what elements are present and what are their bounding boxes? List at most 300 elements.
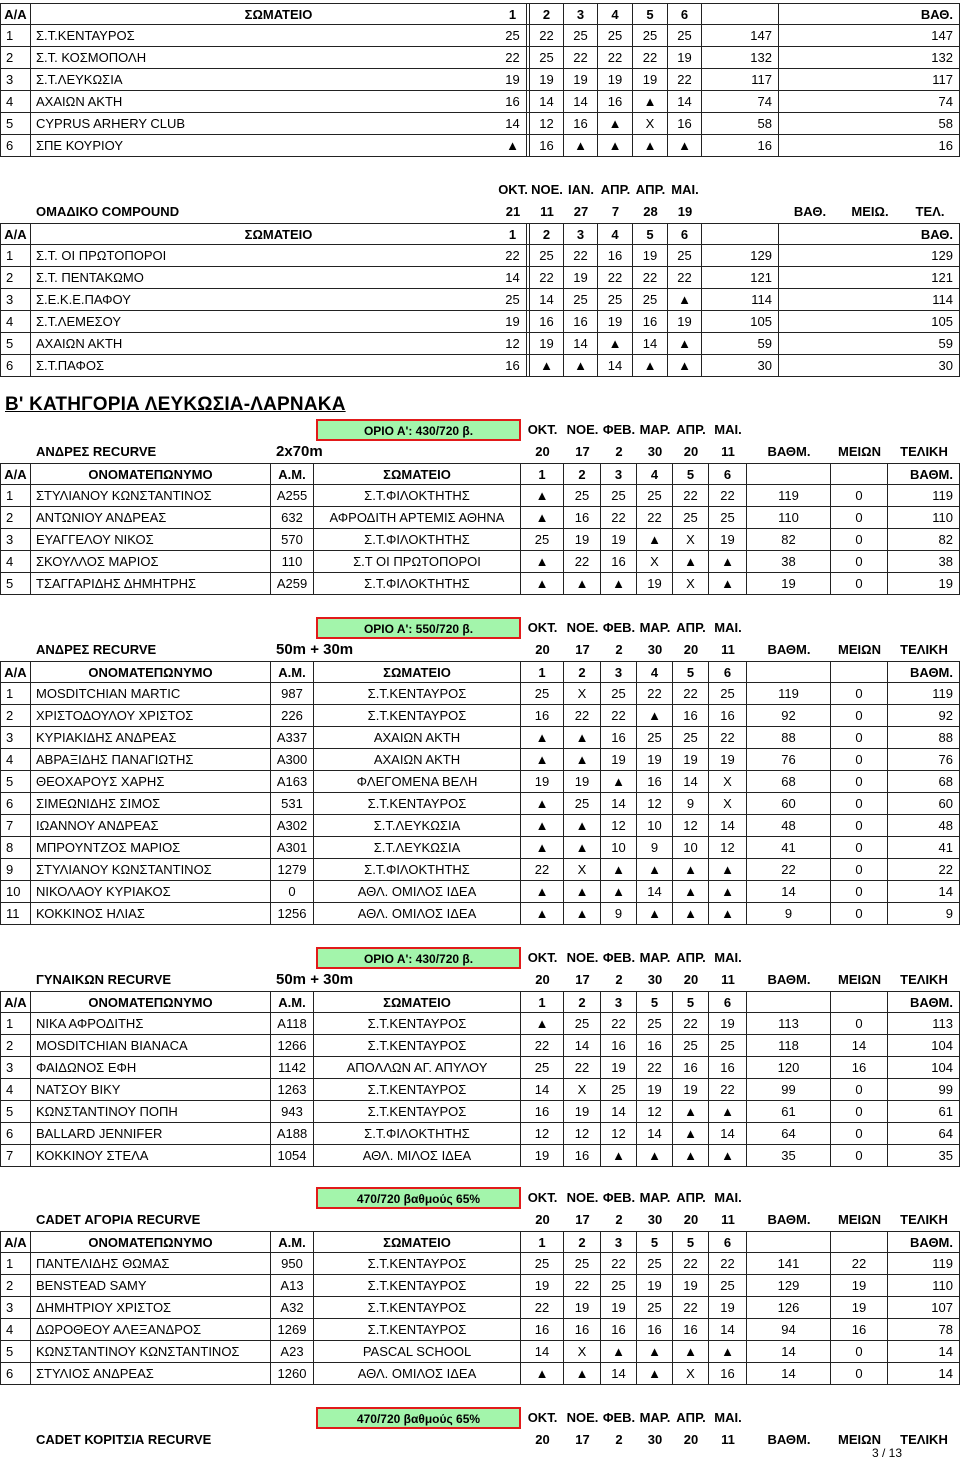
header-cell: 3 bbox=[601, 1231, 637, 1253]
cell-5: ▲ bbox=[564, 1363, 601, 1385]
team-table-header bbox=[0, 3, 960, 25]
cell-8: 25 bbox=[673, 727, 709, 749]
cell-3: Σ.Τ.ΚΕΝΤΑΥΡΟΣ bbox=[314, 1275, 521, 1297]
cell-5: 22 bbox=[598, 267, 633, 289]
header-cell: ΟΝΟΜΑΤΕΠΩΝΥΜΟ bbox=[31, 463, 271, 485]
cell-5: 19 bbox=[564, 1101, 601, 1123]
header-cell: 5 bbox=[637, 1231, 673, 1253]
date-label: 20 bbox=[535, 972, 550, 987]
cell-2: 1054 bbox=[271, 1145, 314, 1167]
cell-7: 16 bbox=[637, 771, 673, 793]
cell-4: 3 bbox=[564, 3, 598, 25]
cell-8: 16 bbox=[673, 705, 709, 727]
cell-0: 2 bbox=[0, 507, 31, 529]
cell-1: ΣΤΥΛΙΑΝΟΥ ΚΩΝΣΤΑΝΤΙΝΟΣ bbox=[31, 859, 271, 881]
cell-8: 9 bbox=[673, 793, 709, 815]
cell-0: 2 bbox=[0, 1035, 31, 1057]
cell-0: 3 bbox=[0, 529, 31, 551]
cell-2: Α255 bbox=[271, 485, 314, 507]
cell-2: 12 bbox=[496, 333, 530, 355]
cell-3: 19 bbox=[530, 333, 564, 355]
cell-11: 19 bbox=[831, 1297, 888, 1319]
cell-6: 16 bbox=[601, 551, 637, 573]
cell-4: 16 bbox=[564, 113, 598, 135]
cell-1: Σ.Τ. ΠΕΝΤΑΚΩΜΟ bbox=[31, 267, 527, 289]
cell-7: 19 bbox=[637, 749, 673, 771]
date-label: 17 bbox=[575, 1212, 590, 1227]
cell-10: 14 bbox=[747, 1341, 831, 1363]
team-table-row bbox=[0, 311, 960, 333]
cell-8: 59 bbox=[702, 333, 779, 355]
cell-12: 113 bbox=[888, 1013, 960, 1035]
cell-5: ▲ bbox=[564, 749, 601, 771]
cell-12: 82 bbox=[888, 529, 960, 551]
cell-7: 19 bbox=[668, 311, 702, 333]
cell-7: 25 bbox=[637, 727, 673, 749]
date-label: 30 bbox=[647, 642, 663, 657]
cell-2: Α259 bbox=[271, 573, 314, 595]
cell-2: 226 bbox=[271, 705, 314, 727]
cell-0: 4 bbox=[0, 311, 31, 333]
cell-9: 16 bbox=[709, 1363, 747, 1385]
cell-8: 22 bbox=[673, 1253, 709, 1275]
cell-9: ▲ bbox=[709, 573, 747, 595]
cell-3: 16 bbox=[530, 135, 564, 157]
cell-4: ▲ bbox=[521, 903, 564, 925]
month-label: ΦΕΒ. bbox=[602, 620, 636, 635]
cell-2: 950 bbox=[271, 1253, 314, 1275]
month-label: ΜΑΡ. bbox=[639, 1190, 671, 1205]
cell-10: 35 bbox=[747, 1145, 831, 1167]
cell-2: 16 bbox=[496, 91, 530, 113]
date-label: 20 bbox=[683, 1212, 699, 1227]
cell-4: 25 bbox=[564, 289, 598, 311]
cell-4: 19 bbox=[521, 771, 564, 793]
cell-0: 5 bbox=[0, 573, 31, 595]
cell-9: ▲ bbox=[709, 551, 747, 573]
cell-11: 0 bbox=[831, 1363, 888, 1385]
date-label: 17 bbox=[575, 642, 590, 657]
cell-8: 22 bbox=[673, 683, 709, 705]
cell-9: 22 bbox=[709, 1079, 747, 1101]
individual-table-row bbox=[0, 1035, 960, 1057]
cell-7: 6 bbox=[668, 223, 702, 245]
cell-11: 0 bbox=[831, 1341, 888, 1363]
cell-0: 5 bbox=[0, 113, 31, 135]
cell-1: ΑΒΡΑΞΙΔΗΣ ΠΑΝΑΓΙΩΤΗΣ bbox=[31, 749, 271, 771]
cell-7: 25 bbox=[668, 245, 702, 267]
cell-6: 12 bbox=[601, 1123, 637, 1145]
cell-1: ΑΝΤΩΝΙΟΥ ΑΝΔΡΕΑΣ bbox=[31, 507, 271, 529]
block-title-row bbox=[0, 1429, 960, 1451]
cell-5: 14 bbox=[564, 1035, 601, 1057]
cell-0: 5 bbox=[0, 1101, 31, 1123]
date-label: 20 bbox=[535, 444, 550, 459]
cell-10: 9 bbox=[747, 903, 831, 925]
month-label: ΟΚΤ. bbox=[527, 620, 558, 635]
cell-3: Σ.Τ.ΚΕΝΤΑΥΡΟΣ bbox=[314, 705, 521, 727]
distance-label: 2x70m bbox=[276, 443, 323, 460]
cell-5: 22 bbox=[598, 47, 633, 69]
cell-8: X bbox=[673, 529, 709, 551]
cell-1: ΝΑΤΣΟΥ ΒΙΚΥ bbox=[31, 1079, 271, 1101]
cell-1: CYPRUS ARHERY CLUB bbox=[31, 113, 527, 135]
header-cell: ΣΩΜΑΤΕΙΟ bbox=[314, 991, 521, 1013]
limit-text: ΟΡΙΟ Α': 430/720 β. bbox=[363, 952, 474, 966]
cell-4: 22 bbox=[564, 47, 598, 69]
cell-7: ▲ bbox=[637, 903, 673, 925]
cell-8: 25 bbox=[673, 1035, 709, 1057]
cell-4: ▲ bbox=[521, 1363, 564, 1385]
cell-4: ▲ bbox=[521, 1013, 564, 1035]
block-title: CADET ΚΟΡΙΤΣΙΑ RECURVE bbox=[36, 1432, 212, 1447]
month-label: ΑΠΡ. bbox=[676, 422, 706, 437]
cell-2: 1269 bbox=[271, 1319, 314, 1341]
cell-10: 119 bbox=[747, 485, 831, 507]
header-cell: ΒΑΘΜ. bbox=[888, 991, 960, 1013]
cell-7: 14 bbox=[637, 1123, 673, 1145]
cell-2: 1142 bbox=[271, 1057, 314, 1079]
cell-11: 22 bbox=[831, 1253, 888, 1275]
cell-8: 12 bbox=[673, 815, 709, 837]
date-label: 28 bbox=[643, 204, 658, 219]
cell-8: ▲ bbox=[673, 903, 709, 925]
cell-4: 19 bbox=[521, 1275, 564, 1297]
cell-3: ΑΧΑΙΩΝ ΑΚΤΗ bbox=[314, 727, 521, 749]
cell-10: 141 bbox=[747, 1253, 831, 1275]
cell-2: Α300 bbox=[271, 749, 314, 771]
cell-9: 19 bbox=[709, 529, 747, 551]
cell-12: 14 bbox=[888, 881, 960, 903]
cell-3: 22 bbox=[530, 267, 564, 289]
header-cell: 4 bbox=[637, 661, 673, 683]
cell-10: 94 bbox=[747, 1319, 831, 1341]
cell-4: ▲ bbox=[521, 881, 564, 903]
cell-12: 99 bbox=[888, 1079, 960, 1101]
individual-table-row bbox=[0, 551, 960, 573]
cell-5: 22 bbox=[564, 705, 601, 727]
cell-7: 19 bbox=[637, 1275, 673, 1297]
cell-7: 16 bbox=[668, 113, 702, 135]
cell-3: ΑΧΑΙΩΝ ΑΚΤΗ bbox=[314, 749, 521, 771]
section-title: ΟΜΑΔΙΚΟ COMPOUND bbox=[36, 204, 180, 219]
header-cell bbox=[831, 463, 888, 485]
date-label: 11 bbox=[540, 204, 554, 219]
cell-0: 2 bbox=[0, 1275, 31, 1297]
cell-0: 6 bbox=[0, 1123, 31, 1145]
month-label: ΟΚΤ. bbox=[527, 1190, 558, 1205]
cell-8: 14 bbox=[673, 771, 709, 793]
cell-0: 2 bbox=[0, 705, 31, 727]
cell-9: ▲ bbox=[709, 881, 747, 903]
cell-4: ▲ bbox=[521, 793, 564, 815]
month-label: ΟΚΤ. bbox=[527, 1410, 558, 1425]
cell-3: 25 bbox=[530, 245, 564, 267]
cell-7: 22 bbox=[668, 69, 702, 91]
cell-4: 22 bbox=[521, 1297, 564, 1319]
cell-4: 14 bbox=[564, 333, 598, 355]
limit-months-row bbox=[0, 617, 960, 639]
cell-3: 2 bbox=[530, 3, 564, 25]
cell-0: 10 bbox=[0, 881, 31, 903]
cell-2: Α302 bbox=[271, 815, 314, 837]
total-label: ΤΕΛΙΚΗ bbox=[900, 642, 948, 657]
cell-5: ▲ bbox=[564, 573, 601, 595]
cell-6: 25 bbox=[633, 25, 668, 47]
month-label: ΦΕΒ. bbox=[602, 1190, 636, 1205]
cell-10: 61 bbox=[747, 1101, 831, 1123]
date-label: 2 bbox=[615, 1212, 623, 1227]
cell-4: ▲ bbox=[521, 507, 564, 529]
cell-3: Σ.Τ.ΚΕΝΤΑΥΡΟΣ bbox=[314, 1079, 521, 1101]
cell-6: 22 bbox=[601, 705, 637, 727]
header-cell bbox=[831, 1231, 888, 1253]
individual-table-row bbox=[0, 727, 960, 749]
header-cell: 3 bbox=[601, 991, 637, 1013]
team-table-row bbox=[0, 333, 960, 355]
header-cell: 5 bbox=[673, 1231, 709, 1253]
cell-3: Σ.Τ.ΛΕΥΚΩΣΙΑ bbox=[314, 815, 521, 837]
cell-2: 1263 bbox=[271, 1079, 314, 1101]
cell-0: 4 bbox=[0, 1079, 31, 1101]
cell-7: 9 bbox=[637, 837, 673, 859]
cell-6: 9 bbox=[601, 903, 637, 925]
header-cell: Α.Μ. bbox=[271, 991, 314, 1013]
cell-0: 7 bbox=[0, 815, 31, 837]
date-label: 30 bbox=[647, 1432, 663, 1447]
cell-1: Σ.Τ.ΚΕΝΤΑΥΡΟΣ bbox=[31, 25, 527, 47]
cell-3: 12 bbox=[530, 113, 564, 135]
cell-6: 22 bbox=[633, 47, 668, 69]
cell-4: 12 bbox=[521, 1123, 564, 1145]
cell-6: 19 bbox=[633, 69, 668, 91]
cell-7: 22 bbox=[637, 1057, 673, 1079]
header-cell: Α/Α bbox=[0, 1231, 31, 1253]
cell-2: 0 bbox=[271, 881, 314, 903]
individual-table-row bbox=[0, 837, 960, 859]
cell-1: Σ.Τ. ΚΟΣΜΟΠΟΛΗ bbox=[31, 47, 527, 69]
cell-8: ▲ bbox=[673, 881, 709, 903]
cell-2: 22 bbox=[496, 47, 530, 69]
cell-0: 4 bbox=[0, 551, 31, 573]
cell-2: 1 bbox=[496, 3, 530, 25]
cell-12: 104 bbox=[888, 1035, 960, 1057]
cell-2: 1 bbox=[496, 223, 530, 245]
cell-8: 10 bbox=[673, 837, 709, 859]
header-cell: 2 bbox=[564, 661, 601, 683]
cell-10: 14 bbox=[747, 881, 831, 903]
cell-1: ΣΠΕ ΚΟΥΡΙΟΥ bbox=[31, 135, 527, 157]
cell-11: 0 bbox=[831, 1145, 888, 1167]
cell-10: 19 bbox=[747, 573, 831, 595]
cell-1: ΑΧΑΙΩΝ ΑΚΤΗ bbox=[31, 333, 527, 355]
cell-6: ▲ bbox=[601, 881, 637, 903]
cell-6: ▲ bbox=[601, 771, 637, 793]
cell-10: 76 bbox=[747, 749, 831, 771]
cell-6: 19 bbox=[601, 749, 637, 771]
cell-9: 16 bbox=[709, 1057, 747, 1079]
header-cell: 1 bbox=[521, 1231, 564, 1253]
individual-table-header bbox=[0, 661, 960, 683]
cell-9: 22 bbox=[709, 485, 747, 507]
cell-4: 16 bbox=[521, 1319, 564, 1341]
cell-10: 22 bbox=[747, 859, 831, 881]
cell-1: ΜΠΡΟΥΝΤΖΟΣ ΜΑΡΙΟΣ bbox=[31, 837, 271, 859]
cell-10: 41 bbox=[747, 837, 831, 859]
header-cell: 6 bbox=[709, 991, 747, 1013]
cell-12: 88 bbox=[888, 727, 960, 749]
cell-1: ΣΩΜΑΤΕΙΟ bbox=[31, 223, 527, 245]
cell-6: 19 bbox=[601, 1057, 637, 1079]
cell-12: 78 bbox=[888, 1319, 960, 1341]
cell-1: ΣΚΟΥΛΛΟΣ ΜΑΡΙΟΣ bbox=[31, 551, 271, 573]
cell-8: 16 bbox=[673, 1319, 709, 1341]
cell-6: ▲ bbox=[601, 1341, 637, 1363]
date-label: 11 bbox=[721, 972, 735, 987]
individual-table-header bbox=[0, 1231, 960, 1253]
total-label: ΤΕΛ. bbox=[915, 204, 945, 219]
cell-8: 147 bbox=[702, 25, 779, 47]
cell-9: 14 bbox=[709, 815, 747, 837]
cell-0: 6 bbox=[0, 1363, 31, 1385]
month-label: ΟΚΤ. bbox=[527, 422, 558, 437]
individual-table-row bbox=[0, 1363, 960, 1385]
individual-table-row bbox=[0, 1079, 960, 1101]
cell-5: 19 bbox=[598, 311, 633, 333]
cell-5: 19 bbox=[564, 1297, 601, 1319]
date-label: 20 bbox=[535, 1432, 550, 1447]
month-label: ΝΟΕ. bbox=[566, 1410, 599, 1425]
individual-table-row bbox=[0, 1275, 960, 1297]
cell-5: X bbox=[564, 1341, 601, 1363]
header-cell bbox=[747, 463, 831, 485]
cell-5: ▲ bbox=[564, 881, 601, 903]
cell-8: 22 bbox=[673, 1297, 709, 1319]
cell-5: ▲ bbox=[598, 135, 633, 157]
cell-12: 22 bbox=[888, 859, 960, 881]
header-cell: 2 bbox=[564, 463, 601, 485]
deduction-label: ΜΕΙΩ. bbox=[851, 204, 889, 219]
cell-1: ΤΣΑΓΓΑΡΙΔΗΣ ΔΗΜΗΤΡΗΣ bbox=[31, 573, 271, 595]
cell-11: 0 bbox=[831, 1123, 888, 1145]
cell-2: 632 bbox=[271, 507, 314, 529]
cell-3: 19 bbox=[530, 69, 564, 91]
cell-5: X bbox=[564, 683, 601, 705]
cell-2: 1266 bbox=[271, 1035, 314, 1057]
distance-label: 50m + 30m bbox=[276, 641, 354, 658]
cell-11: 0 bbox=[831, 1079, 888, 1101]
cell-8: 74 bbox=[702, 91, 779, 113]
month-label: ΜΑΡ. bbox=[639, 620, 671, 635]
month-label: ΝΟΕ. bbox=[566, 422, 599, 437]
cell-9: 22 bbox=[709, 1253, 747, 1275]
deduction-label: ΜΕΙΩΝ bbox=[838, 972, 881, 987]
month-label: ΑΠΡ. bbox=[600, 182, 631, 197]
cell-12: 14 bbox=[888, 1341, 960, 1363]
individual-table-row bbox=[0, 705, 960, 727]
cell-6: 14 bbox=[601, 1101, 637, 1123]
date-label: 11 bbox=[721, 444, 735, 459]
cell-2: Α118 bbox=[271, 1013, 314, 1035]
cell-11: 0 bbox=[831, 683, 888, 705]
cell-5: 25 bbox=[564, 1253, 601, 1275]
block-title: ΑΝΔΡΕΣ RECURVE bbox=[36, 444, 157, 459]
cell-0: 1 bbox=[0, 1253, 31, 1275]
individual-table-row bbox=[0, 881, 960, 903]
cell-0: 3 bbox=[0, 727, 31, 749]
cell-5: 25 bbox=[598, 25, 633, 47]
cell-9: ▲ bbox=[709, 903, 747, 925]
cell-0: 4 bbox=[0, 1319, 31, 1341]
limit-box bbox=[316, 1407, 521, 1429]
month-label: ΙΑΝ. bbox=[568, 182, 594, 197]
cell-3: Σ.Τ.ΚΕΝΤΑΥΡΟΣ bbox=[314, 1013, 521, 1035]
cell-0: 3 bbox=[0, 69, 31, 91]
header-cell: ΣΩΜΑΤΕΙΟ bbox=[314, 661, 521, 683]
cell-6: ▲ bbox=[601, 859, 637, 881]
deduction-label: ΜΕΙΩΝ bbox=[838, 642, 881, 657]
cell-8: 129 bbox=[702, 245, 779, 267]
cell-2: 19 bbox=[496, 311, 530, 333]
limit-text: 470/720 βαθμούς 65% bbox=[356, 1192, 481, 1206]
cell-1: ΦΑΙΔΩΝΟΣ ΕΦΗ bbox=[31, 1057, 271, 1079]
cell-9: X bbox=[709, 793, 747, 815]
header-cell: 5 bbox=[673, 463, 709, 485]
cell-10: 99 bbox=[747, 1079, 831, 1101]
header-cell: 6 bbox=[709, 1231, 747, 1253]
cell-11: 0 bbox=[831, 749, 888, 771]
header-cell: ΒΑΘΜ. bbox=[888, 1231, 960, 1253]
cell-10: 120 bbox=[747, 1057, 831, 1079]
header-cell: ΒΑΘΜ. bbox=[888, 463, 960, 485]
cell-4: 16 bbox=[521, 1101, 564, 1123]
limit-months-row bbox=[0, 947, 960, 969]
cell-4: 19 bbox=[521, 1145, 564, 1167]
date-label: 21 bbox=[505, 204, 521, 219]
cell-0: 4 bbox=[0, 91, 31, 113]
month-label: ΝΟΕ. bbox=[566, 1190, 599, 1205]
cell-8 bbox=[702, 223, 779, 245]
cell-11: 0 bbox=[831, 881, 888, 903]
cell-8: ▲ bbox=[673, 551, 709, 573]
cell-8: 19 bbox=[673, 1275, 709, 1297]
date-label: 30 bbox=[647, 972, 663, 987]
cell-5: 22 bbox=[564, 551, 601, 573]
cell-1: Σ.Τ.ΛΕΥΚΩΣΙΑ bbox=[31, 69, 527, 91]
cell-0: 1 bbox=[0, 245, 31, 267]
cell-4: 19 bbox=[564, 267, 598, 289]
cell-2: 1260 bbox=[271, 1363, 314, 1385]
date-label: 20 bbox=[683, 444, 699, 459]
cell-7: 12 bbox=[637, 1101, 673, 1123]
cell-10: 64 bbox=[747, 1123, 831, 1145]
header-cell: Α.Μ. bbox=[271, 463, 314, 485]
header-cell bbox=[831, 991, 888, 1013]
cell-6: ▲ bbox=[633, 91, 668, 113]
cell-3: Σ.Τ.ΦΙΛΟΚΤΗΤΗΣ bbox=[314, 859, 521, 881]
header-cell: 2 bbox=[564, 991, 601, 1013]
cell-7: ▲ bbox=[637, 705, 673, 727]
header-cell bbox=[747, 1231, 831, 1253]
cell-1: ΘΕΟΧΑΡΟΥΣ ΧΑΡΗΣ bbox=[31, 771, 271, 793]
cell-1: ΔΩΡΟΘΕΟΥ ΑΛΕΞΑΝΔΡΟΣ bbox=[31, 1319, 271, 1341]
cell-0: 2 bbox=[0, 47, 31, 69]
cell-8: ▲ bbox=[673, 1101, 709, 1123]
total-label: ΤΕΛΙΚΗ bbox=[900, 972, 948, 987]
cell-10: 88 bbox=[747, 727, 831, 749]
cell-1: ΔΗΜΗΤΡΙΟΥ ΧΡΙΣΤΟΣ bbox=[31, 1297, 271, 1319]
cell-0: Α/Α bbox=[0, 223, 31, 245]
